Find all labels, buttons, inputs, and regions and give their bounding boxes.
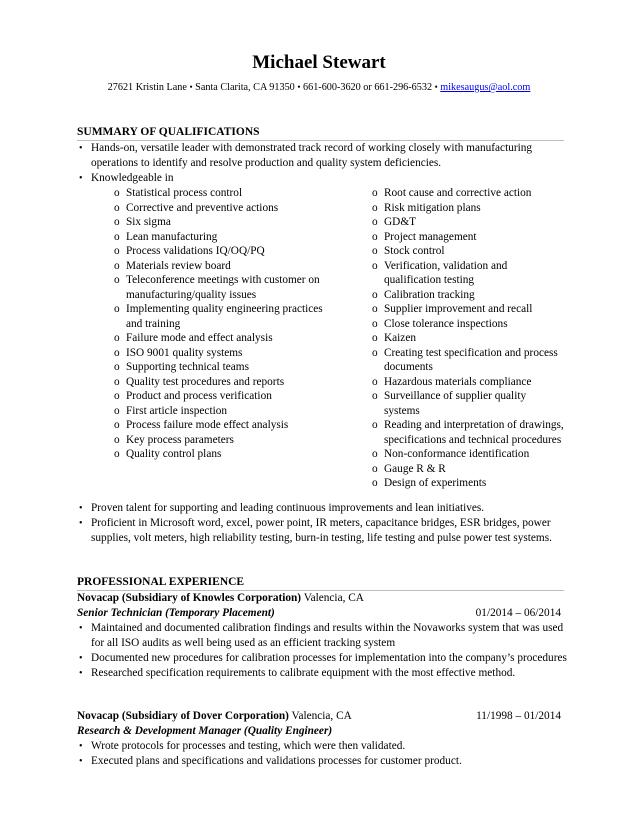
list-item: • Knowledgeable in — [77, 171, 567, 186]
sub-bullet-icon: o — [372, 477, 378, 489]
sub-bullet-icon: o — [114, 433, 120, 446]
sub-bullet-icon: o — [372, 332, 378, 344]
skill-item — [114, 302, 326, 331]
company-name: Novacap (Subsidiary of Knowles Corporation) — [77, 592, 302, 604]
skill-item — [114, 259, 326, 274]
skill-item — [114, 375, 326, 390]
sub-bullet-icon: o — [114, 187, 120, 199]
experience-section-title: PROFESSIONAL EXPERIENCE — [77, 575, 564, 591]
skill-item — [372, 389, 564, 418]
skill-label: Design of experiments — [384, 477, 487, 489]
skill-label: Key process parameters — [126, 433, 234, 446]
skill-label: Verification, validation and qualification testing — [384, 259, 508, 286]
bullet-icon: • — [79, 741, 83, 752]
skill-label: Stock control — [384, 245, 445, 257]
sub-bullet-icon: o — [114, 230, 120, 243]
sub-bullet-icon: o — [114, 419, 120, 431]
skill-label: Reading and interpretation of drawings, specifications and technical procedures — [384, 419, 564, 446]
list-item: • Maintained and documented calibration findings and results within the Novaworks system that was used for all ISO audits as well being used as an efficient tracking system — [79, 622, 564, 650]
company-name: Novacap (Subsidiary of Dover Corporation) — [77, 710, 289, 722]
sub-bullet-icon: o — [372, 230, 378, 243]
sub-bullet-icon: o — [372, 216, 378, 228]
sub-bullet-icon: o — [372, 317, 378, 330]
skill-label: Gauge R & R — [384, 462, 446, 475]
skill-item — [372, 201, 564, 216]
skill-label: Materials review board — [126, 259, 231, 272]
sub-bullet-icon: o — [372, 390, 378, 402]
skill-label: Hazardous materials compliance — [384, 375, 532, 388]
sub-bullet-icon: o — [114, 332, 120, 344]
skill-label: Process validations IQ/OQ/PQ — [126, 245, 265, 257]
skill-label: Failure mode and effect analysis — [126, 332, 273, 344]
skill-label: Non-conformance identification — [384, 448, 530, 460]
sub-bullet-icon: o — [372, 462, 378, 475]
skills-left-column — [114, 186, 326, 462]
skill-item — [372, 186, 564, 201]
skill-item — [114, 389, 326, 404]
candidate-name: Michael Stewart — [252, 52, 386, 73]
skill-label: Quality control plans — [126, 448, 222, 460]
job-role-line — [77, 724, 561, 739]
sub-bullet-icon: o — [372, 448, 378, 460]
sub-bullet-icon: o — [114, 404, 120, 417]
job-dates: 11/1998 – 01/2014 — [476, 710, 561, 722]
sub-bullet-icon: o — [114, 346, 120, 359]
skill-label: Supporting technical teams — [126, 361, 249, 373]
skill-item — [114, 404, 326, 419]
bullet-icon: • — [79, 503, 83, 514]
sub-bullet-icon: o — [372, 201, 378, 214]
bullet-icon: • — [79, 173, 83, 185]
skill-label: First article inspection — [126, 404, 228, 417]
sub-bullet-icon: o — [372, 303, 378, 315]
sub-bullet-icon: o — [114, 361, 120, 373]
sub-bullet-icon: o — [372, 419, 378, 431]
bullet-icon: • — [79, 143, 83, 154]
bullet-icon: • — [79, 756, 83, 768]
job-bullets — [77, 621, 567, 681]
sub-bullet-icon: o — [372, 288, 378, 301]
skill-item — [114, 418, 326, 433]
sub-bullet-icon: o — [114, 259, 120, 272]
skill-label: Process failure mode effect analysis — [126, 419, 289, 431]
job-company-line — [77, 709, 561, 724]
job-dates: 01/2014 – 06/2014 — [475, 607, 561, 619]
sub-bullet-icon: o — [114, 448, 120, 460]
sub-bullet-icon: o — [114, 201, 120, 214]
skill-item — [372, 447, 564, 462]
skill-item — [114, 230, 326, 245]
list-item: • Executed plans and specifications and validations processes for customer product. — [77, 754, 567, 769]
skill-item — [372, 230, 564, 245]
skill-label: Teleconference meetings with customer on manufacturing/quality issues — [126, 274, 320, 301]
skill-item — [114, 201, 326, 216]
skill-label: Supplier improvement and recall — [384, 303, 533, 315]
list-item: • Proven talent for supporting and leading continuous improvements and lean initiatives. — [77, 501, 567, 516]
skill-item — [372, 259, 564, 288]
phone-numbers: 661-600-3620 or 661-296-6532 — [303, 82, 433, 93]
address: 27621 Kristin Lane — [107, 82, 187, 93]
skill-item — [372, 317, 564, 332]
sub-bullet-icon: o — [114, 375, 120, 388]
skill-item — [372, 418, 564, 447]
skill-label: Lean manufacturing — [126, 230, 218, 243]
sub-bullet-icon: o — [114, 390, 120, 402]
skill-item — [372, 375, 564, 390]
skill-label: Quality test procedures and reports — [126, 375, 285, 388]
job-company-line — [77, 591, 561, 606]
skill-item — [372, 288, 564, 303]
sub-bullet-icon: o — [372, 259, 378, 272]
sub-bullet-icon: o — [372, 375, 378, 388]
bullet-icon: • — [79, 653, 83, 665]
skill-item — [372, 244, 564, 259]
summary-section-title: SUMMARY OF QUALIFICATIONS — [77, 125, 564, 141]
summary-closing-bullets — [77, 501, 567, 546]
skill-item — [114, 186, 326, 201]
skill-label: Surveillance of supplier quality systems — [384, 390, 527, 417]
skill-item — [114, 346, 326, 361]
sub-bullet-icon: o — [372, 187, 378, 199]
sub-bullet-icon: o — [114, 216, 120, 228]
skill-label: Kaizen — [384, 332, 416, 344]
skill-label: Root cause and corrective action — [384, 187, 532, 199]
skill-item — [372, 302, 564, 317]
skill-label: Close tolerance inspections — [384, 317, 508, 330]
list-item: • Hands-on, versatile leader with demonstrated track record of working closely with manufacturing operations to identify and resolve production and quality system deficiencies. — [79, 142, 533, 170]
skill-label: Implementing quality engineering practices and training — [126, 303, 323, 330]
list-item: • Documented new procedures for calibration processes for implementation into the company’s procedures — [77, 651, 567, 666]
list-item: • Wrote protocols for processes and testing, which were then validated. — [77, 739, 567, 754]
job-location: Valencia, CA — [301, 592, 364, 604]
job-bullets — [77, 739, 567, 769]
sub-bullet-icon: o — [114, 274, 120, 286]
email-link[interactable]: mikesaugus@aol.com — [440, 82, 531, 93]
summary-intro-bullets — [77, 141, 567, 186]
city: Santa Clarita, CA 91350 — [195, 82, 295, 93]
skill-label: Risk mitigation plans — [384, 201, 481, 214]
bullet-icon: • — [79, 518, 83, 530]
skill-label: ISO 9001 quality systems — [126, 346, 243, 359]
sub-bullet-icon: o — [114, 245, 120, 257]
skill-item — [114, 244, 326, 259]
skill-item — [372, 476, 564, 491]
contact-line — [0, 80, 638, 95]
list-item: • Proficient in Microsoft word, excel, power point, IR meters, capacitance bridges, ESR bridges, power supplies, volt meters, high reliability testing, burn-in testing, life testing and pulse power test systems. — [79, 517, 552, 545]
skill-item — [372, 462, 564, 477]
sub-bullet-icon: o — [372, 245, 378, 257]
separator-dot: • — [297, 82, 301, 92]
skill-label: Statistical process control — [126, 187, 243, 199]
skill-item — [372, 346, 564, 375]
skill-item — [372, 215, 564, 230]
skills-right-column — [372, 186, 564, 491]
skill-label: Six sigma — [126, 216, 171, 228]
job-role-line — [77, 606, 561, 621]
job-title: Research & Development Manager (Quality Engineer) — [77, 725, 333, 737]
skill-item — [114, 447, 326, 462]
separator-dot: • — [434, 82, 438, 92]
skill-item — [114, 215, 326, 230]
sub-bullet-icon: o — [372, 346, 378, 359]
bullet-icon: • — [79, 668, 83, 680]
job-title: Senior Technician (Temporary Placement) — [77, 607, 275, 619]
skill-label: Calibration tracking — [384, 288, 475, 301]
skill-label: Product and process verification — [126, 390, 272, 402]
bullet-icon: • — [79, 623, 83, 634]
skill-label: Corrective and preventive actions — [126, 201, 279, 214]
skill-item — [114, 273, 326, 302]
skill-item — [114, 331, 326, 346]
job-location: Valencia, CA — [288, 710, 352, 722]
skill-label: GD&T — [384, 216, 417, 228]
separator-dot: • — [189, 82, 193, 92]
skill-label: Creating test specification and process documents — [384, 346, 558, 373]
skill-item — [372, 331, 564, 346]
skill-item — [114, 360, 326, 375]
skill-label: Project management — [384, 230, 477, 243]
sub-bullet-icon: o — [114, 303, 120, 315]
skill-item — [114, 433, 326, 448]
list-item: • Researched specification requirements to calibrate equipment with the most effective method. — [77, 666, 567, 681]
